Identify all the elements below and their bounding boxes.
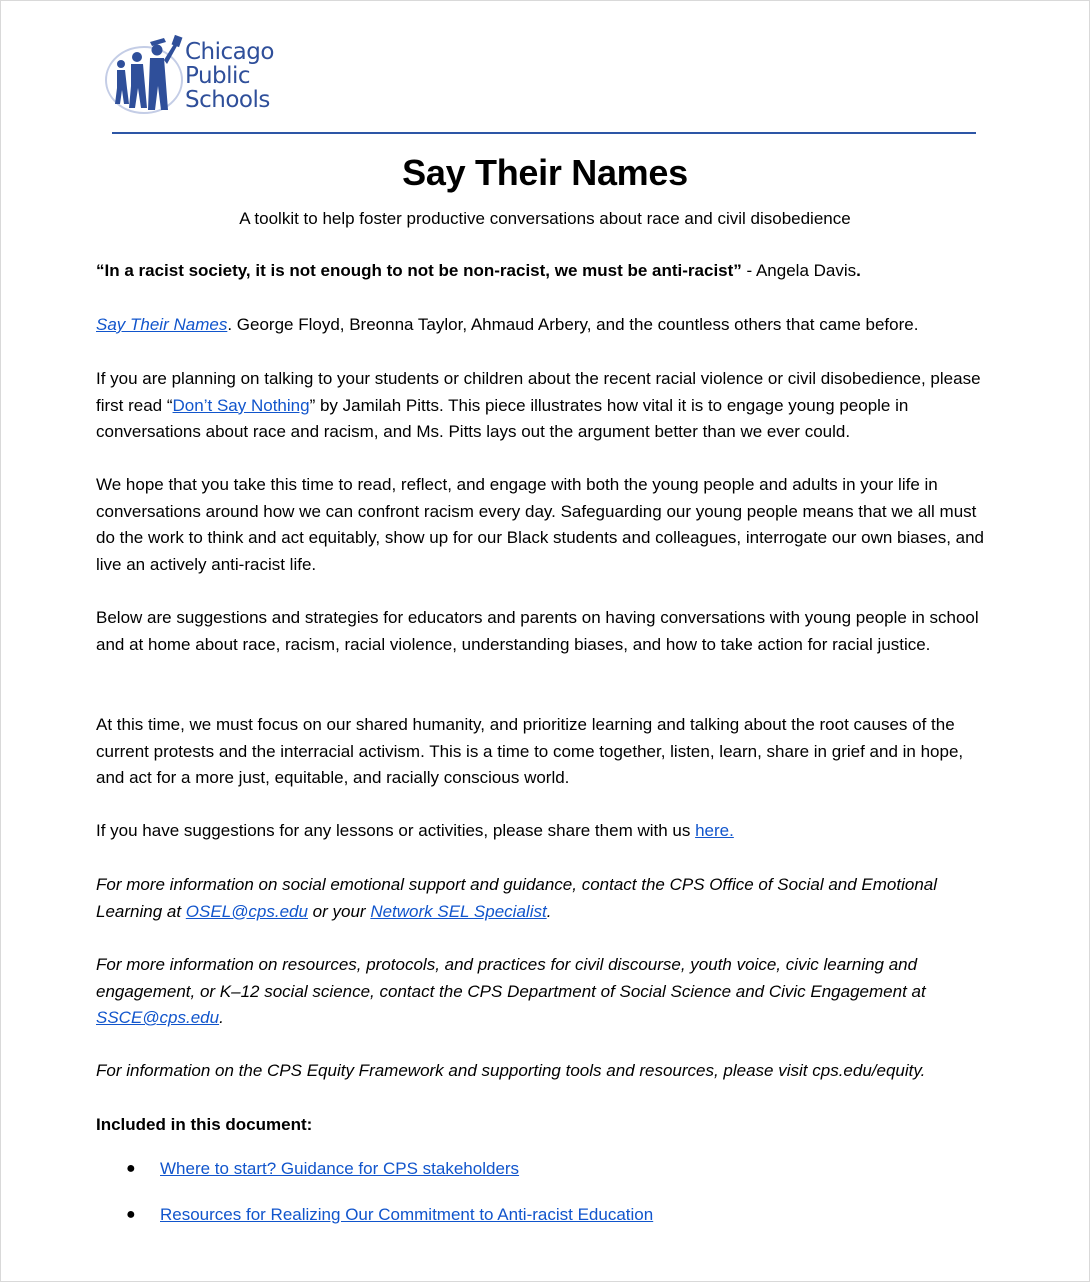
list-item [96,1202,653,1248]
paragraph-dont-say-nothing [96,366,996,446]
logo-line-1: Chicago [185,39,274,65]
paragraph-4: Below are suggestions and strategies for educators and parents on having conversations with young people in school and at home about race, racism, racial violence, understanding biases, and how to take action for racial justice. [96,608,979,654]
paragraph-7-before: For more information on social emotional support and guidance, contact the CPS Office of Social and Emotional Learning at [96,875,938,921]
ssce-email-link[interactable]: SSCE@cps.edu [96,1008,220,1027]
paragraph-6-text: If you have suggestions for any lessons or activities, please share them with us [96,821,696,840]
paragraph-ssce [96,952,996,1032]
logo-line-2: Public [185,63,251,89]
paragraph-3: We hope that you take this time to read, reflect, and engage with both the young people and adults in your life in conversations around how we can confront racism every day. Safeguarding our young people means that we all must do the work to think and act equitably, show up for our Black students and colleagues, interrogate our own biases, and live an actively anti-racist life. [96,475,985,574]
paragraph-say-their-names [96,312,996,339]
header-rule [112,132,976,134]
paragraph-6 [96,818,996,845]
bullet-icon: ● [126,1160,136,1177]
included-heading: Included in this document: [96,1115,313,1134]
paragraph-equity: For information on the CPS Equity Framework and supporting tools and resources, please visit cps.edu/equity. [96,1061,926,1080]
paragraph-8-after: . [219,1008,224,1027]
paragraph-1-text: . George Floyd, Breonna Taylor, Ahmaud Arbery, and the countless others that came before. [227,315,919,334]
list-item [96,1156,653,1202]
resources-anti-racist-link[interactable]: Resources for Realizing Our Commitment to Anti-racist Education [160,1205,654,1224]
quote-end: . [856,261,861,280]
logo-wordmark [185,40,274,112]
where-to-start-link[interactable]: Where to start? Guidance for CPS stakeholders [160,1159,520,1178]
paragraph-8-before: For more information on resources, protocols, and practices for civil discourse, youth voice, civic learning and engagement, or K–12 social science, contact the CPS Department of Social Science and Civic Engagement at [96,955,926,1001]
quote-text: “In a racist society, it is not enough to not be non-racist, we must be anti-racist” [96,261,742,280]
paragraph-2-after: ” by Jamilah Pitts. This piece illustrates how vital it is to engage young people in conversations about race and racism, and Ms. Pitts lays out the argument better than we ever could. [96,395,909,441]
cps-logo-figures-icon [104,30,188,120]
bullet-icon: ● [126,1206,136,1223]
page-title: Say Their Names [402,152,688,193]
quote-paragraph [96,258,996,285]
paragraph-2-before: If you are planning on talking to your students or children about the recent racial violence or civil disobedience, please first read “ [96,369,981,415]
dont-say-nothing-link[interactable]: Don’t Say Nothing [172,395,310,415]
suggestions-here-link[interactable]: here. [695,821,734,840]
paragraph-osel [96,872,996,925]
paragraph-7-after: . [546,901,552,921]
included-list [96,1156,653,1248]
cps-logo [104,30,304,120]
page-subtitle: A toolkit to help foster productive conversations about race and civil disobedience [239,209,851,228]
logo-line-3: Schools [185,87,270,113]
quote-attribution: - Angela Davis [741,261,857,280]
osel-email-link[interactable]: OSEL@cps.edu [185,901,308,921]
network-sel-specialist-link[interactable]: Network SEL Specialist [370,901,547,921]
paragraph-7-middle: or your [307,901,371,921]
say-their-names-link[interactable]: Say Their Names [96,315,228,334]
paragraph-5: At this time, we must focus on our shared humanity, and prioritize learning and talking about the root causes of the current protests and the interracial activism. This is a time to come together, listen, learn, share in grief and in hope, and act for a more just, equitable, and racially conscious world. [96,715,964,787]
